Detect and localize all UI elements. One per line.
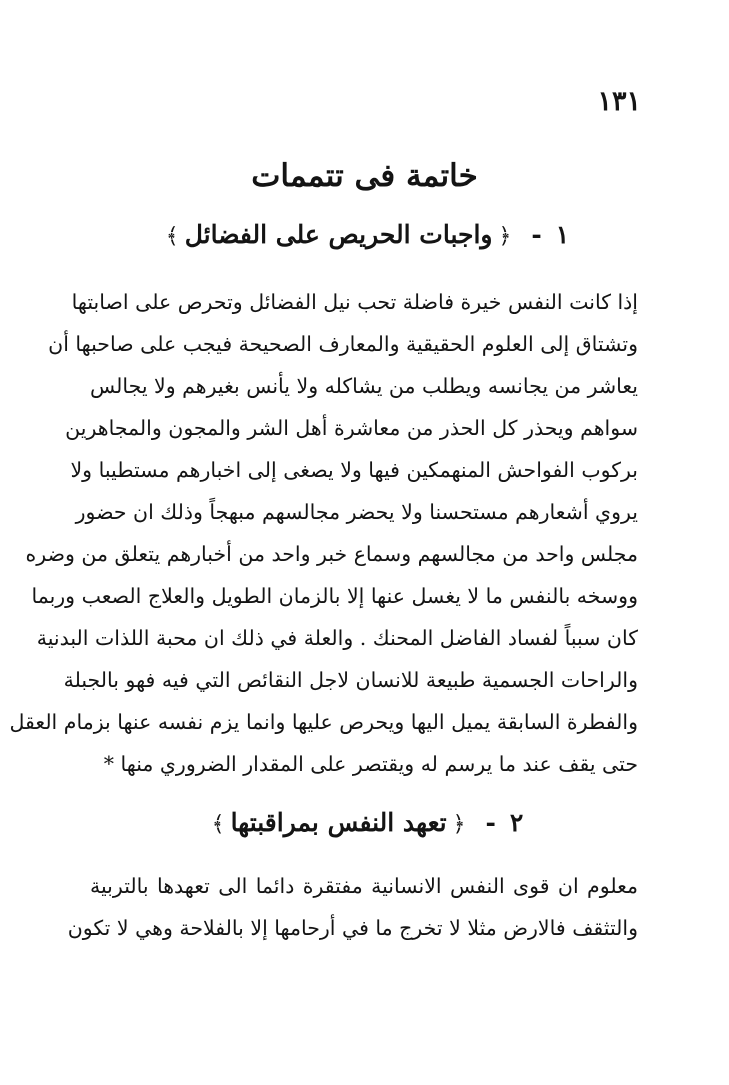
ornament-close: ﴾ — [211, 812, 225, 837]
section-dash: - — [485, 808, 496, 837]
section-number: ٢ — [509, 808, 524, 837]
section-heading-text: واجبات الحريص على الفضائل — [184, 220, 493, 249]
chapter-title: خاتمة فى تتممات — [251, 158, 478, 194]
text-line: حتى يقف عند ما يرسم له ويقتصر على المقدار الضروري منها * — [103, 752, 638, 776]
section-heading-2 — [0, 808, 729, 837]
text-line: والراحات الجسمية طبيعة للانسان لاجل النقائص التي فيه فهو بالجبلة — [63, 668, 638, 692]
text-line: والتثقف فالارض مثلا لا تخرج ما في أرحامها إلا بالفلاحة وهي لا تكون — [67, 916, 638, 940]
text-line: والفطرة السابقة يميل اليها ويحرص عليها وانما يزم نفسه عنها بزمام العقل — [9, 710, 638, 734]
page-number: ١٣١ — [597, 86, 641, 117]
text-line: سواهم ويحذر كل الحذر من معاشرة أهل الشر والمجون والمجاهرين — [65, 416, 638, 440]
text-line: يعاشر من يجانسه ويطلب من يشاكله ولا يأنس بغيرهم ولا يجالس — [89, 374, 638, 398]
text-line: مجلس واحد من مجالسهم وسماع خبر واحد من أخبارهم يتعلق من وضره — [25, 542, 638, 566]
ornament-open: ﴿ — [498, 224, 512, 249]
text-line: يروي أشعارهم مستحسنا ولا يحضر مجالسهم مبهجاً وذلك ان حضور — [75, 500, 638, 524]
section-heading-text: تعهد النفس بمراقبتها — [230, 808, 447, 837]
section-heading-1 — [0, 220, 729, 249]
text-line: إذا كانت النفس خيرة فاضلة تحب نيل الفضائل وتحرص على اصابتها — [71, 290, 638, 314]
section-dash: - — [531, 220, 542, 249]
ornament-close: ﴾ — [165, 224, 179, 249]
text-line: ووسخه بالنفس ما لا يغسل عنها إلا بالزمان الطويل والعلاج الصعب وربما — [31, 584, 638, 608]
text-line: كان سبباً لفساد الفاضل المحنك . والعلة في ذلك ان محبة اللذات البدنية — [36, 626, 638, 650]
text-line: وتشتاق إلى العلوم الحقيقية والمعارف الصحيحة فيجب على صاحبها أن — [48, 332, 638, 356]
text-line: بركوب الفواحش المنهمكين فيها ولا يصغى إلى اخبارهم مستطيبا ولا — [70, 458, 638, 482]
text-line: معلوم ان قوى النفس الانسانية مفتقرة دائما الى تعهدها بالتربية — [90, 874, 638, 898]
ornament-open: ﴿ — [452, 812, 466, 837]
section-number: ١ — [555, 220, 570, 249]
